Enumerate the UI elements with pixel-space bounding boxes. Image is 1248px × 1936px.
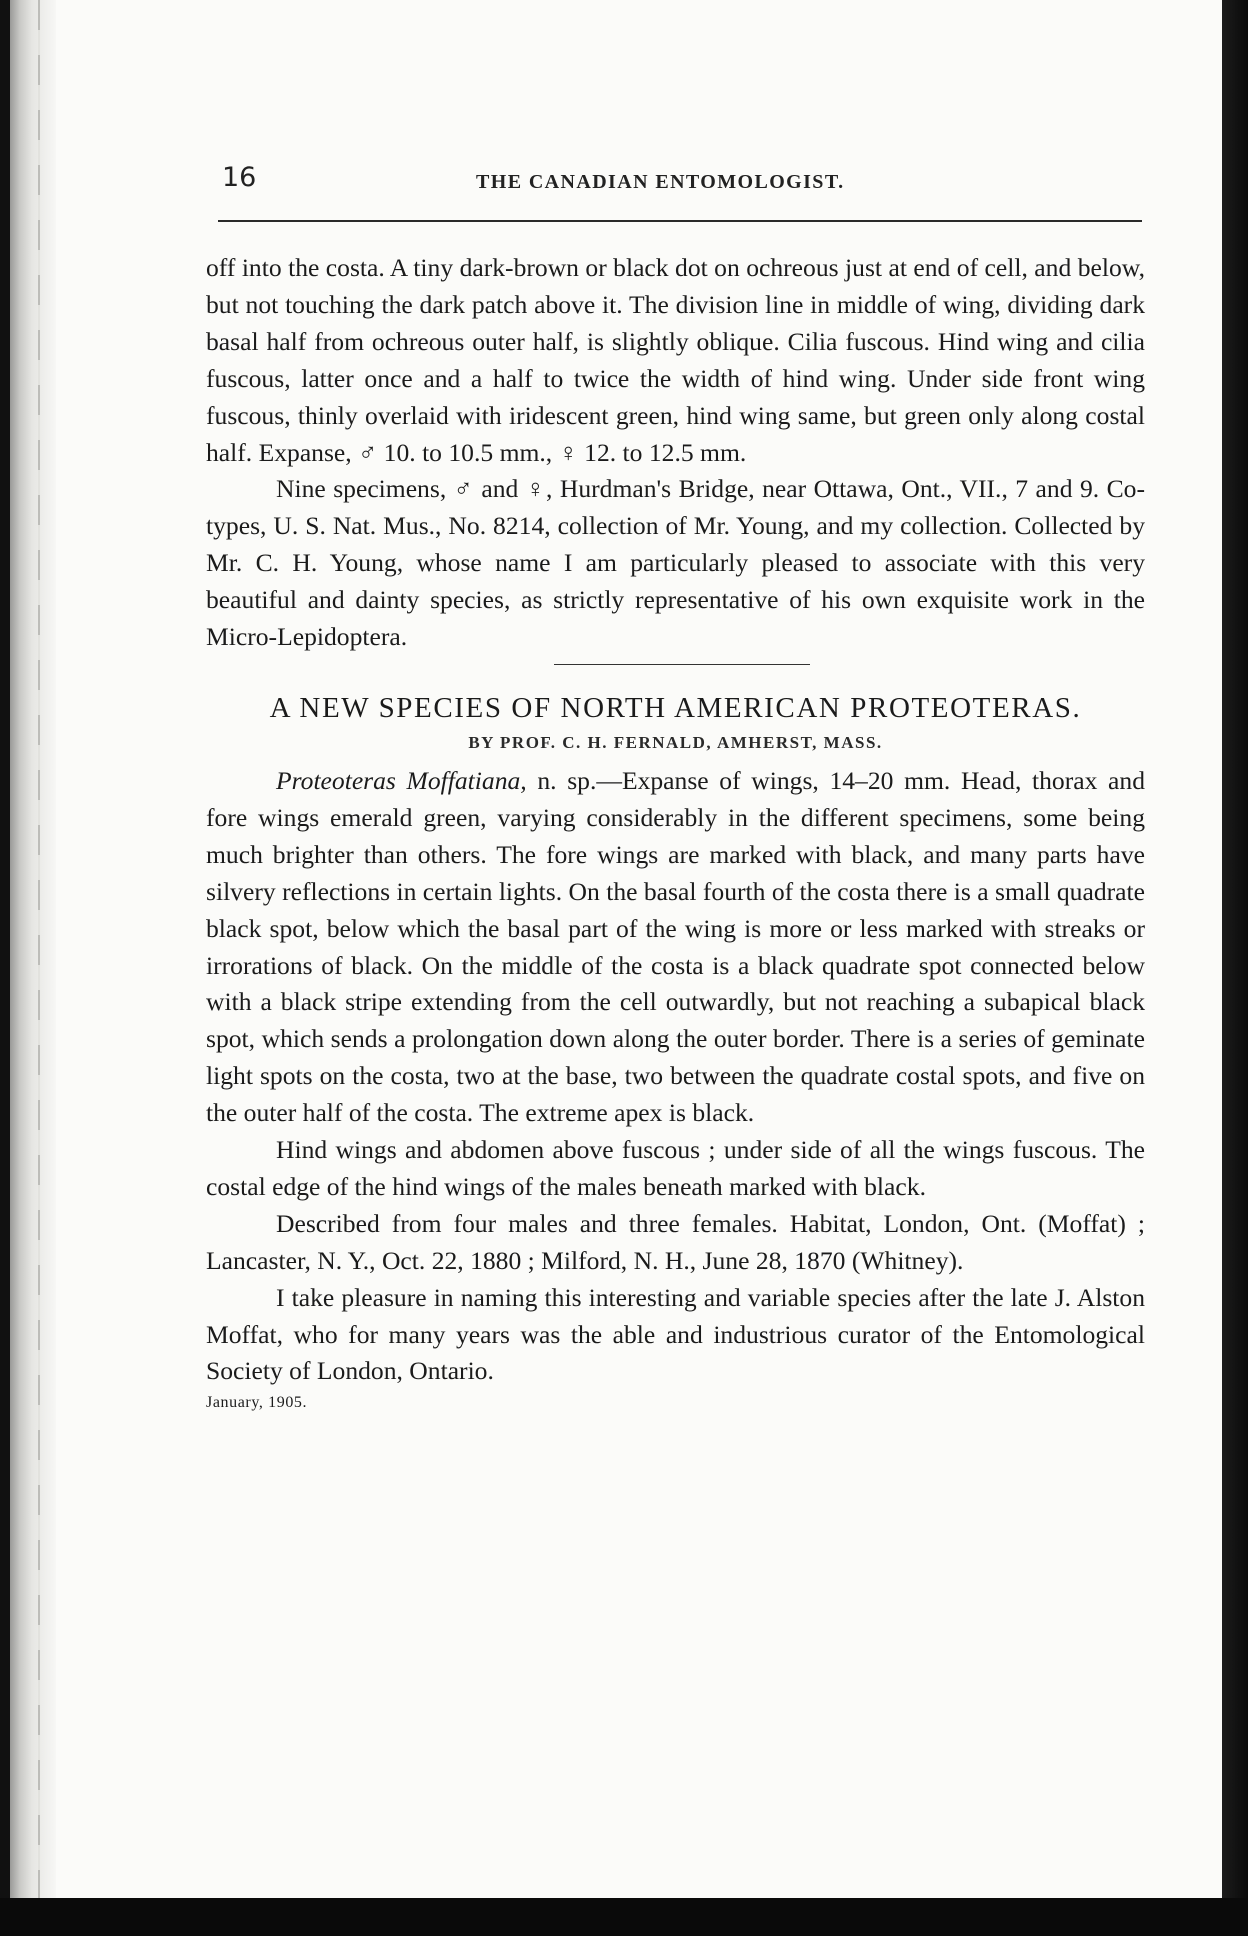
article-title: A NEW SPECIES OF NORTH AMERICAN PROTEOTERAS. xyxy=(269,691,1082,724)
running-title: THE CANADIAN ENTOMOLOGIST. xyxy=(476,171,845,193)
hind-wings-paragraph: Hind wings and abdomen above fuscous ; under side of all the wings fuscous. The costal edge of the hind wings of the males beneath marked with black. xyxy=(206,1135,1145,1201)
page-body xyxy=(206,250,1145,1414)
description-text: n. sp.—Expanse of wings, 14–20 mm. Head, thorax and fore wings emerald green, varying considerably in the different specimens, some being much brighter than others. The fore wings are marked with black, and many parts have silvery reflections in certain lights. On the basal fourth of the costa there is a small quadrate black spot, below which the basal part of the wing is more or less marked with streaks or irrorations of black. On the middle of the costa is a black quadrate spot connected below with a black stripe extending from the cell outwardly, but not reaching a subapical black spot, which sends a prolongation down along the outer border. There is a series of geminate light spots on the costa, two at the base, two between the quadrate costal spots, and five on the outer half of the costa. The extreme apex is black. xyxy=(206,765,1145,1128)
header-rule xyxy=(218,220,1142,222)
specimens-paragraph: Nine specimens, ♂ and ♀, Hurdman's Bridge, near Ottawa, Ont., VII., 7 and 9. Co-types, U. S. Nat. Mus., No. 8214, collection of Mr. Young, and my collection. Collected by Mr. C. H. Young, whose name I am particularly pleased to associate with this very beautiful and dainty species, as strictly representative of his own exquisite work in the Micro-Lepidoptera. xyxy=(206,474,1145,652)
scan-right-edge xyxy=(1222,0,1248,1936)
scan-bottom-edge xyxy=(0,1898,1248,1936)
species-name: Proteoteras Moffatiana, xyxy=(276,765,527,795)
dedication-paragraph: I take pleasure in naming this interesting and variable species after the late J. Alston Moffat, who for many years was the able and industrious curator of the Entomological Society of London, Ontario. xyxy=(206,1282,1145,1386)
habitat-paragraph: Described from four males and three females. Habitat, London, Ont. (Moffat) ; Lancaster, N. Y., Oct. 22, 1880 ; Milford, N. H., June 28, 1870 (Whitney). xyxy=(206,1208,1145,1275)
description-paragraph xyxy=(206,763,1145,1132)
article-byline: BY PROF. C. H. FERNALD, AMHERST, MASS. xyxy=(468,732,883,752)
section-divider xyxy=(554,664,810,665)
article-dateline: January, 1905. xyxy=(206,1394,308,1412)
continued-paragraph: off into the costa. A tiny dark-brown or black dot on ochreous just at end of cell, and below, but not touching the dark patch above it. The division line in middle of wing, dividing dark basal half from ochreous outer half, is slightly oblique. Cilia fuscous. Hind wing and cilia fuscous, latter once and a half to twice the width of hind wing. Under side front wing fuscous, thinly overlaid with iridescent green, hind wing same, but green only along costal half. Expanse, ♂ 10. to 10.5 mm., ♀ 12. to 12.5 mm. xyxy=(206,253,1145,467)
page-header xyxy=(206,154,1145,200)
binding-gutter xyxy=(10,0,56,1898)
page-number: 16 xyxy=(222,162,257,193)
